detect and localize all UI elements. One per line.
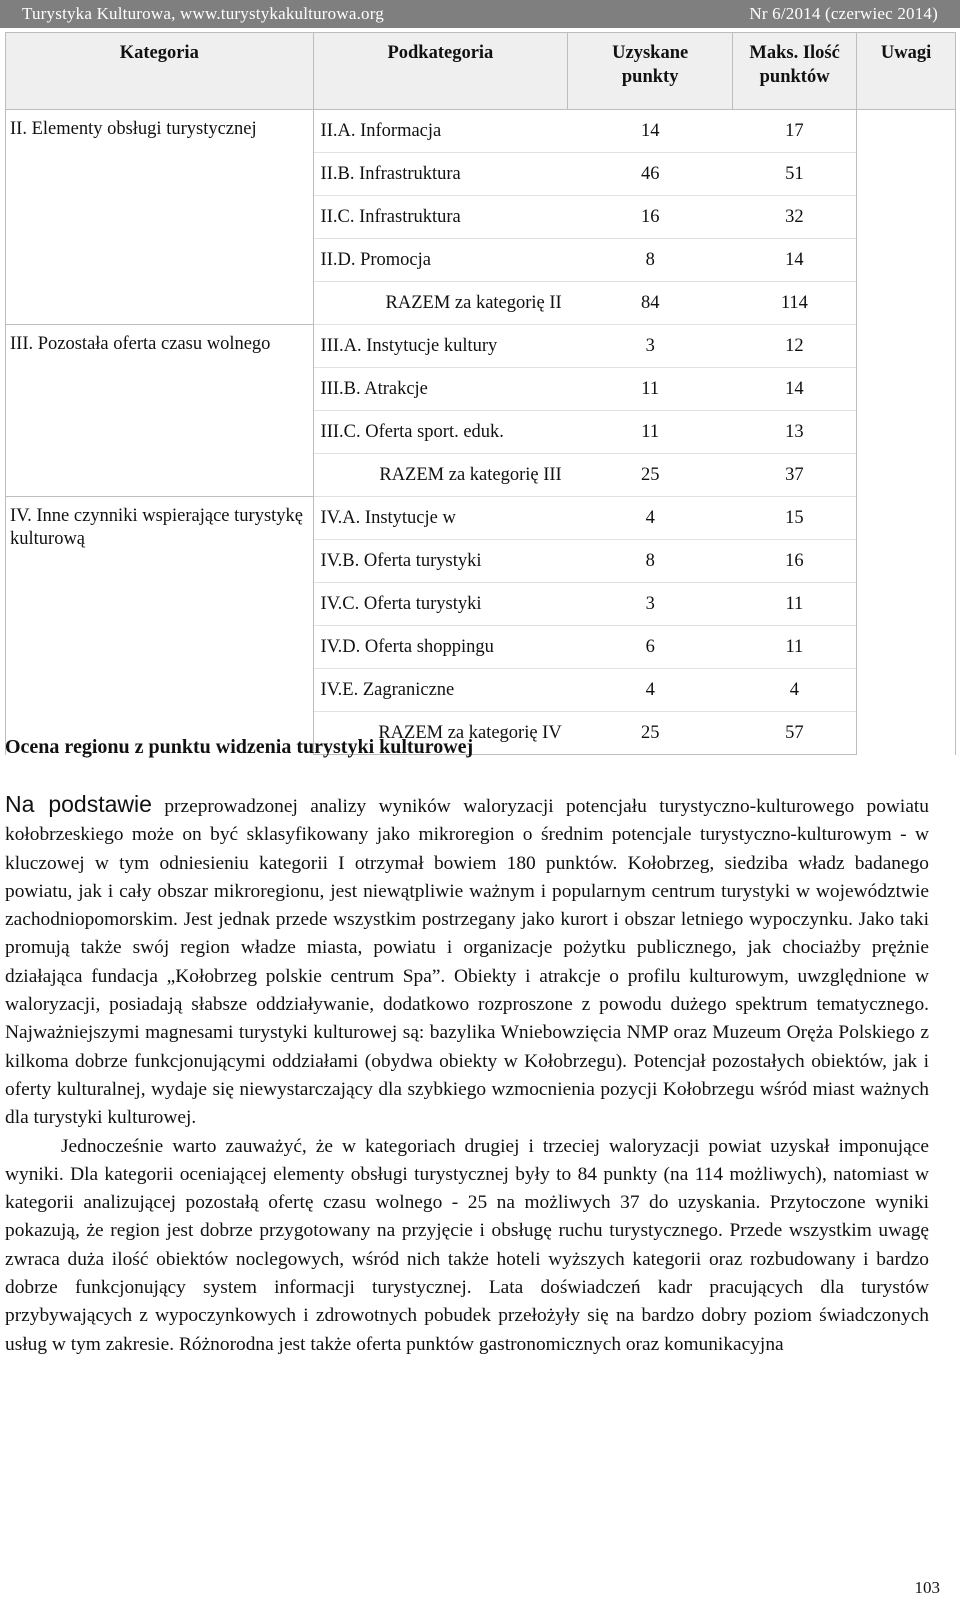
max-points-cell: 32 [733,196,857,239]
subcategory-cell: III.B. Atrakcje [313,368,568,411]
max-points-cell: 4 [733,669,857,712]
subcategory-cell: III.C. Oferta sport. eduk. [313,411,568,454]
col-header-subcategory: Podkategoria [313,33,568,110]
table-row [6,325,956,368]
points-cell: 3 [568,583,733,626]
total-max-points: 57 [733,712,857,755]
table-row [6,110,956,153]
category-cell: II. Elementy obsługi turystycznej [6,110,314,325]
subcategory-cell: II.C. Infrastruktura [313,196,568,239]
total-points: 25 [568,712,733,755]
subcategory-cell: IV.A. Instytucje w [313,497,568,540]
points-cell: 8 [568,540,733,583]
points-cell: 11 [568,368,733,411]
max-points-cell: 14 [733,239,857,282]
total-label: RAZEM za kategorię IV [313,712,568,755]
total-max-points: 114 [733,282,857,325]
subcategory-cell: II.A. Informacja [313,110,568,153]
points-cell: 6 [568,626,733,669]
lead-words: Na podstawie [5,791,152,817]
max-points-cell: 16 [733,540,857,583]
points-cell: 16 [568,196,733,239]
paragraph [5,790,929,1133]
col-header-max-points: Maks. Ilość punktów [733,33,857,110]
subcategory-cell: IV.C. Oferta turystyki [313,583,568,626]
table-row [6,497,956,540]
col-header-category: Kategoria [6,33,314,110]
points-cell: 14 [568,110,733,153]
total-label: RAZEM za kategorię II [313,282,568,325]
points-cell: 8 [568,239,733,282]
max-points-cell: 12 [733,325,857,368]
issue-number: Nr 6/2014 (czerwiec 2014) [749,4,938,23]
subcategory-cell: II.B. Infrastruktura [313,153,568,196]
subcategory-cell: IV.B. Oferta turystyki [313,540,568,583]
points-cell: 3 [568,325,733,368]
body-text [5,790,929,1359]
points-cell: 4 [568,497,733,540]
paragraph: Jednocześnie warto zauważyć, że w kategoriach drugiej i trzeciej waloryzacji powiat uzyskał imponujące wyniki. Dla kategorii oceniającej elementy obsługi turystycznej były to 84 punkty (na 114 możliwych), natomiast w kategorii analizującej pozostałą ofertę czasu wolnego - 25 na możliwych 37 do uzyskania. Przytoczone wyniki pokazują, że region jest dobrze przygotowany na przyjęcie i obsługę ruchu turystycznego. Przede wszystkim uwagę zwraca duża ilość obiektów noclegowych, wśród nich także hoteli wyższych kategorii oraz rozbudowany i bardzo dobrze funkcjonujący system informacji turystycznej. Lata doświadczeń kadr pracujących dla turystów przybywających z wypoczynkowych i zdrowotnych pobudek przełożyły się na bardzo dobry poziom świadczonych usług w tym zakresie. Różnorodna jest także oferta punktów gastronomicznych oraz komunikacyjna [5,1135,929,1355]
points-cell: 46 [568,153,733,196]
subcategory-cell: II.D. Promocja [313,239,568,282]
max-points-cell: 14 [733,368,857,411]
table-header-row [6,33,956,110]
max-points-cell: 15 [733,497,857,540]
paragraph-text: przeprowadzonej analizy wyników waloryzacji potencjału turystyczno-kulturowego powiatu kołobrzeskiego może on być sklasyfikowany jako mikroregion o średnim potencjale turystyczno-kulturowym - w kluczowej w tym odniesieniu kategorii I otrzymał bowiem 180 punktów. Kołobrzeg, siedziba władz badanego powiatu, jak i cały obszar mikroregionu, jest niewątpliwie ważnym i popularnym centrum turystyki w województwie zachodniopomorskim. Jest jednak przede wszystkim postrzegany jako kurort i obszar letniego wypoczynku. Jako taki promują także swój region władze miasta, powiatu i organizacje pożytku publicznego, jak chociażby prężnie działająca fundacja „Kołobrzeg polskie centrum Spa”. Obiekty i atrakcje o profilu kulturowym, uwzględnione w waloryzacji, posiadają słabsze oddziaływanie, dodatkowo rozproszone z powodu dużego spektrum tematycznego. Najważniejszymi magnesami turystyki kulturowej są: bazylika Wniebowzięcia NMP oraz Muzeum Oręża Polskiego z kilkoma dobrze funkcjonującymi oddziałami (obydwa obiekty w Kołobrzegu). Potencjał pozostałych obiektów, jak i oferty kulturalnej, wydaje się niewystarczający dla szybkiego wzmocnienia pozycji Kołobrzegu wśród miast ważnych dla turystyki kulturowej. [5,796,930,1129]
points-cell: 4 [568,669,733,712]
max-points-cell: 17 [733,110,857,153]
col-header-points: Uzyskane punkty [568,33,733,110]
total-label: RAZEM za kategorię III [313,454,568,497]
total-max-points: 37 [733,454,857,497]
section-title: Ocena regionu z punktu widzenia turystyki kulturowej [5,736,474,758]
journal-title: Turystyka Kulturowa, www.turystykakulturowa.org [22,4,384,23]
page-number: 103 [914,1578,940,1597]
col-header-notes: Uwagi [857,33,956,110]
total-points: 84 [568,282,733,325]
category-cell: III. Pozostała oferta czasu wolnego [6,325,314,497]
notes-cell [857,110,956,755]
max-points-cell: 11 [733,626,857,669]
max-points-cell: 51 [733,153,857,196]
scores-table [5,32,956,755]
total-points: 25 [568,454,733,497]
max-points-cell: 11 [733,583,857,626]
category-cell: IV. Inne czynniki wspierające turystykę kulturową [6,497,314,755]
subcategory-cell: IV.D. Oferta shoppingu [313,626,568,669]
max-points-cell: 13 [733,411,857,454]
page-header [0,0,960,28]
subcategory-cell: IV.E. Zagraniczne [313,669,568,712]
subcategory-cell: III.A. Instytucje kultury [313,325,568,368]
points-cell: 11 [568,411,733,454]
